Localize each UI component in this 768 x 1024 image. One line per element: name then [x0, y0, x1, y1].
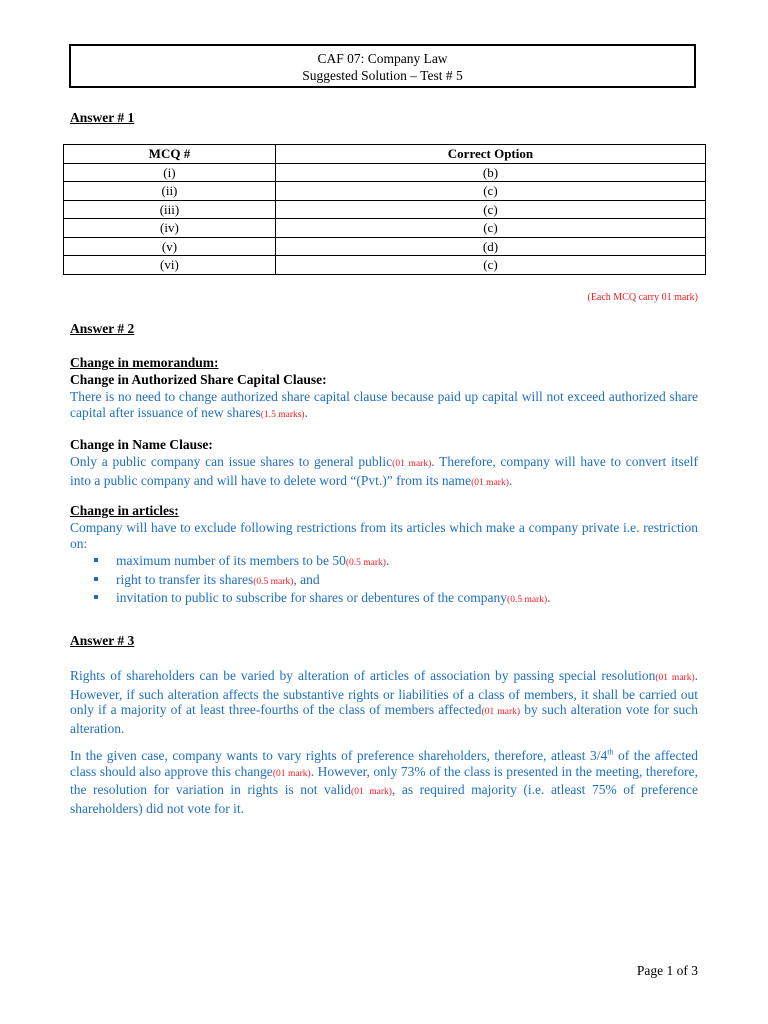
table-row: [64, 182, 706, 201]
mcq-cell: (v): [64, 237, 276, 256]
page-number: Page 1 of 3: [636, 963, 698, 978]
restrictions-list: [92, 553, 551, 609]
mcq-cell: (iv): [64, 219, 276, 238]
authorized-capital-heading: Change in Authorized Share Capital Clause:: [70, 372, 327, 387]
paragraph-text: . However, if such alteration affects the substantive rights or liabilities of a class of members, it shall be carried out only if a majority of at least three-fourths of the class of members affected: [70, 668, 698, 717]
paragraph-text: Only a public company can issue shares to general public: [70, 454, 393, 469]
mcq-cell: (i): [64, 163, 276, 182]
answer-3-paragraph-2: [70, 748, 698, 816]
option-cell: (c): [275, 219, 705, 238]
option-cell: (c): [275, 200, 705, 219]
marks-label: (01 mark): [471, 477, 509, 488]
mcq-cell: (vi): [64, 256, 276, 275]
articles-paragraph: Company will have to exclude following restrictions from its articles which make a company private i.e. restriction on:: [70, 520, 698, 551]
mcq-marks-note: (Each MCQ carry 01 mark): [587, 292, 698, 303]
marks-label: (0.5 mark): [507, 595, 548, 605]
paragraph-text: by such alteration vote for such alteration.: [70, 702, 698, 736]
option-column-header: Correct Option: [275, 145, 705, 164]
list-item-text: maximum number of its members to be 50: [116, 553, 346, 568]
mcq-cell: (ii): [64, 182, 276, 201]
paragraph-text: of the affected class should also approve this change: [70, 748, 698, 779]
paragraph-text: , as required majority (i.e. atleast 75% of preference shareholders) did not vote for it.: [70, 782, 698, 816]
list-item-tail: .: [547, 590, 551, 605]
marks-label: (01 mark): [655, 673, 695, 683]
document-title: CAF 07: Company Law: [317, 51, 448, 66]
bullet-icon: [94, 595, 98, 599]
marks-label: (01 mark): [481, 707, 521, 717]
paragraph-text: There is no need to change authorized share capital clause because paid up capital will not exceed authorized share capital after issuance of new shares: [70, 389, 698, 420]
list-item-tail: , and: [293, 571, 320, 587]
name-clause-paragraph: Only a public company can issue shares to general public(01 mark). Therefore, company will have to convert itself into a public company and will have to delete word “(Pvt.)” from its name(01 mark).: [70, 454, 698, 488]
list-item: [92, 572, 551, 591]
table-row: [64, 219, 706, 238]
answer-3-paragraph-1: [70, 668, 698, 736]
table-row: [64, 256, 706, 275]
option-cell: (d): [275, 237, 705, 256]
list-item: [92, 553, 551, 572]
paragraph-text: . Therefore, company will have to convert itself into a public company and will have to delete word “(Pvt.)” from its name: [70, 454, 698, 488]
title-box: [69, 44, 696, 88]
list-item-text: right to transfer its shares: [116, 571, 254, 587]
mcq-column-header: MCQ #: [64, 145, 276, 164]
name-clause-heading: Change in Name Clause:: [70, 437, 213, 452]
paragraph-text: Rights of shareholders can be varied by alteration of articles of association by passing special resolution: [70, 668, 656, 683]
answer-1-heading: Answer # 1: [70, 110, 135, 125]
articles-heading: Change in articles:: [70, 503, 179, 518]
table-row: [64, 237, 706, 256]
marks-label: (01 mark): [351, 787, 392, 797]
paragraph-text: . However, only 73% of the class is presented in the meeting, therefore, the resolution for variation in rights is not valid: [70, 763, 699, 797]
authorized-capital-paragraph: There is no need to change authorized share capital clause because paid up capital will not exceed authorized share capital after issuance of new shares(1.5 marks).: [70, 389, 698, 420]
option-cell: (b): [275, 163, 705, 182]
answer-3-heading: Answer # 3: [70, 633, 135, 648]
paragraph-text: In the given case, company wants to vary rights of preference shareholders, therefore, atleast 3/4: [70, 748, 608, 763]
mcq-cell: (iii): [64, 200, 276, 219]
marks-label: (01 mark): [272, 768, 311, 779]
marks-label: (01 mark): [392, 459, 432, 469]
answer-2-heading: Answer # 2: [70, 321, 135, 336]
option-cell: (c): [275, 182, 705, 201]
bullet-icon: [94, 577, 98, 581]
marks-label: (0.5 mark): [253, 576, 294, 587]
table-row: [64, 163, 706, 182]
bullet-icon: [94, 558, 98, 562]
list-item-tail: .: [385, 553, 390, 568]
superscript: th: [607, 747, 614, 757]
mcq-table: [63, 144, 706, 275]
marks-label: (0.5 mark): [345, 558, 386, 568]
marks-label: (1.5 marks): [260, 409, 305, 420]
list-item: [92, 590, 551, 609]
document-subtitle: Suggested Solution – Test # 5: [302, 68, 463, 83]
memorandum-heading: Change in memorandum:: [70, 355, 219, 370]
table-header-row: [64, 145, 706, 164]
table-row: [64, 200, 706, 219]
option-cell: (c): [275, 256, 705, 275]
list-item-text: invitation to public to subscribe for shares or debentures of the company: [116, 590, 508, 605]
